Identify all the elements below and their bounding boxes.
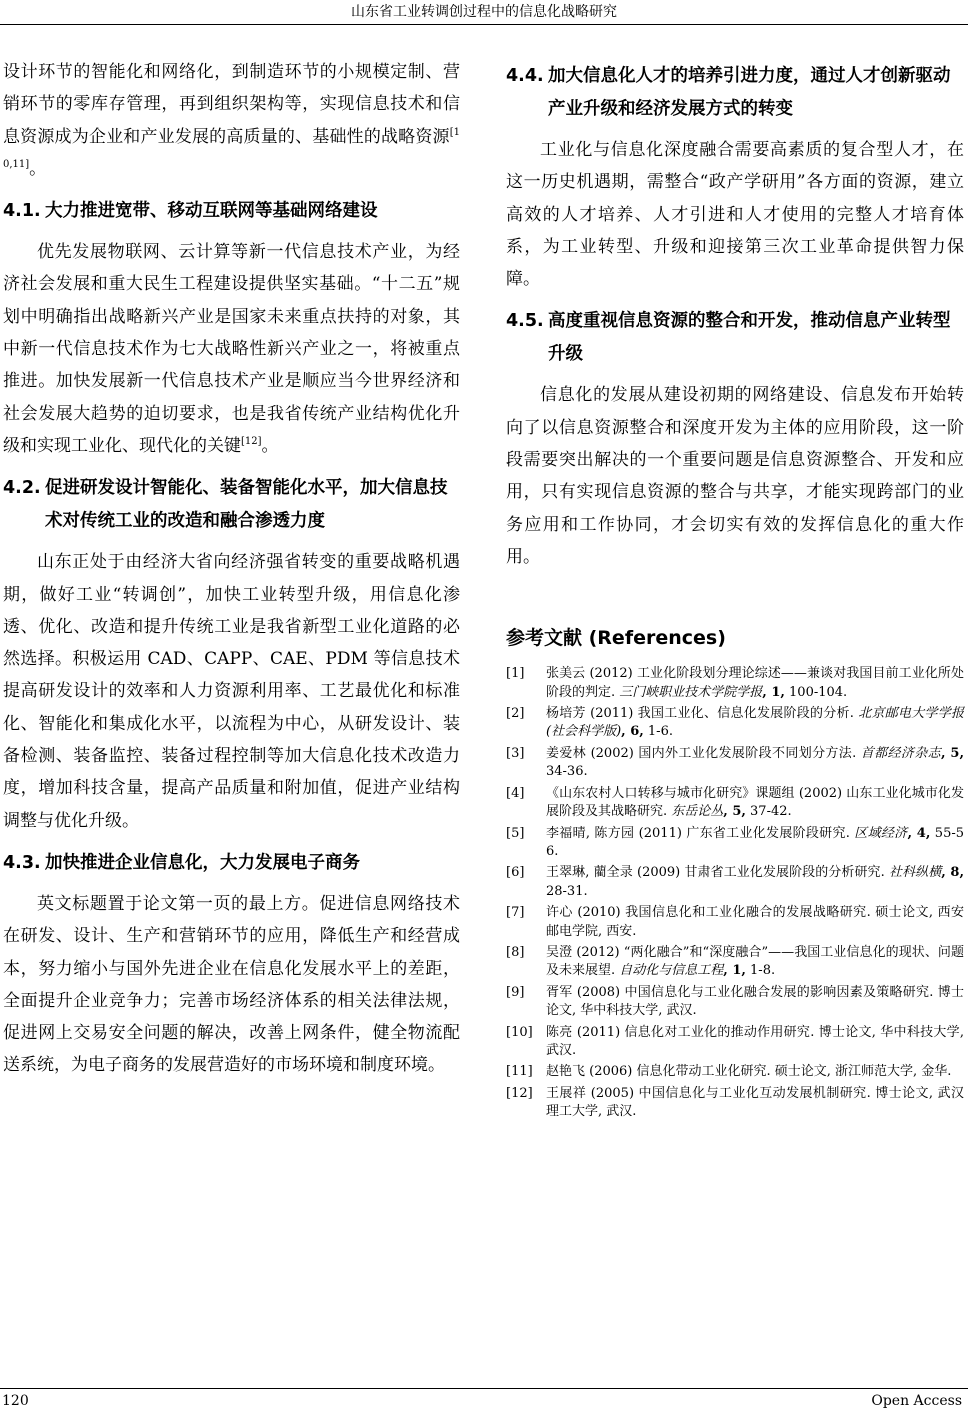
paragraph-text: 优先发展物联网、云计算等新一代信息技术产业，为经济社会发展和重大民生工程建设提供坚实基础。“十二五”规划中明确指出战略新兴产业是国家未来重点扶持的对象，其中新一代信息技术作为七大战略性新兴产业之一，将被重点推进。加快发展新一代信息技术产业是顺应当今世界经济和社会发展大趋势的迫切要求，也是我省传统产业结构优化升级和实现工业化、现代化的关键 bbox=[3, 242, 460, 456]
section-heading-4-4 bbox=[506, 60, 964, 126]
reference-text: 赵艳飞 (2006) 信息化带动工业化研究. 硕士论文, 浙江师范大学, 金华. bbox=[546, 1064, 952, 1080]
reference-number: [3] bbox=[506, 745, 525, 761]
section-title: 促进研发设计智能化、装备智能化水平，加大信息技术对传统工业的改造和融合渗透力度 bbox=[45, 478, 448, 532]
paragraph-4-5: 信息化的发展从建设初期的网络建设、信息发布开始转向了以信息资源整合和深度开发为主体的应用阶段，这一阶段需要突出解决的一个重要问题是信息资源整合、开发和应用，只有实现信息资源的整合与共享，才能实现跨部门的业务应用和工作协同，才会切实有效的发挥信息化的重大作用。 bbox=[506, 385, 964, 567]
reference-item bbox=[506, 705, 964, 742]
reference-item bbox=[506, 864, 964, 901]
reference-text: 许心 (2010) 我国信息化和工业化融合的发展战略研究. 硕士论文, 西安邮电学院, 西安. bbox=[546, 905, 964, 939]
page-number: 120 bbox=[2, 1393, 29, 1409]
section-title: 高度重视信息资源的整合和开发，推动信息产业转型升级 bbox=[548, 311, 951, 365]
reference-text: 《山东农村人口转移与城市化研究》课题组 (2002) 山东工业化城市化发展阶段及其战略研究. 东岳论丛, 5, 37-42. bbox=[546, 785, 964, 820]
section-heading-4-5 bbox=[506, 305, 964, 371]
section-title: 加快推进企业信息化，大力发展电子商务 bbox=[45, 852, 360, 873]
section-number: 4.4. bbox=[506, 66, 544, 86]
right-column bbox=[506, 56, 964, 1125]
section-title: 加大信息化人才的培养引进力度，通过人才创新驱动产业升级和经济发展方式的转变 bbox=[548, 66, 951, 119]
citation-10-11: [10,11] bbox=[3, 126, 460, 170]
paragraph-intro-continued bbox=[3, 56, 460, 185]
reference-number: [2] bbox=[506, 706, 525, 722]
reference-text: 王翠琳, 藺全录 (2009) 甘肃省工业化发展阶段的分析研究. 社科纵横, 8, 28-31. bbox=[546, 865, 964, 899]
section-heading-4-3 bbox=[3, 847, 460, 880]
reference-text: 胥军 (2008) 中国信息化与工业化融合发展的影响因素及策略研究. 博士论文, 华中科技大学, 武汉. bbox=[546, 984, 964, 1019]
reference-number: [8] bbox=[506, 944, 525, 960]
reference-text: 王展祥 (2005) 中国信息化与工业化互动发展机制研究. 博士论文, 武汉理工大学, 武汉. bbox=[546, 1085, 964, 1120]
paragraph-4-3: 英文标题置于论文第一页的最上方。促进信息网络技术在研发、设计、生产和营销环节的应用，降低生产和经营成本，努力缩小与国外先进企业在信息化发展水平上的差距，全面提升企业竞争力；完善市场经济体系的相关法律法规，促进网上交易安全问题的解决，改善上网条件，健全物流配送系统，为电子商务的发展营造好的市场环境和制度环境。 bbox=[3, 893, 460, 1076]
journal-name: Open Access bbox=[871, 1393, 962, 1409]
reference-item bbox=[506, 1085, 964, 1122]
running-title: 山东省工业转调创过程中的信息化战略研究 bbox=[351, 4, 617, 20]
reference-number: [5] bbox=[506, 825, 525, 841]
reference-text: 吴澄 (2012) “两化融合”和“深度融合”——我国工业信息化的现状、问题及未来展望. 自动化与信息工程, 1, 1-8. bbox=[546, 944, 964, 979]
paragraph-text: 设计环节的智能化和网络化，到制造环节的小规模定制、营销环节的零库存管理，再到组织架构等，实现信息技术和信息资源成为企业和产业发展的高质量的、基础性的战略资源 bbox=[3, 62, 460, 147]
reference-number: [4] bbox=[506, 785, 525, 801]
section-number: 4.2. bbox=[3, 478, 41, 499]
paragraph-4-2: 山东正处于由经济大省向经济强省转变的重要战略机遇期，做好工业“转调创”，加快工业转型升级，用信息化渗透、优化、改造和提升传统工业是我省新型工业化道路的必然选择。积极运用 CAD、CAPP、CAE、PDM 等信息技术提高研发设计的效率和人力资源利用率、工艺最优化和标准化、智能化和集成化水平，以流程为中心，从研发设计、装备检测、装备监控、装备过程控制等加大信息化技术改造力度，增加科技含量，提高产品质量和附加值，促进产业结构调整与优化升级。 bbox=[3, 552, 460, 831]
section-number: 4.5. bbox=[506, 311, 544, 332]
reference-item bbox=[506, 1063, 964, 1081]
reference-item bbox=[506, 665, 964, 702]
section-title: 大力推进宽带、移动互联网等基础网络建设 bbox=[45, 201, 378, 222]
reference-number: [11] bbox=[506, 1064, 533, 1080]
reference-list bbox=[506, 665, 964, 1121]
reference-item bbox=[506, 1024, 964, 1061]
reference-item bbox=[506, 904, 964, 941]
reference-item bbox=[506, 785, 964, 822]
reference-item bbox=[506, 825, 964, 862]
section-number: 4.1. bbox=[3, 201, 41, 222]
reference-text: 陈亮 (2011) 信息化对工业化的推动作用研究. 博士论文, 华中科技大学, 武汉. bbox=[546, 1024, 964, 1058]
paragraph-end: 。 bbox=[29, 158, 47, 179]
reference-number: [9] bbox=[506, 984, 525, 1000]
paragraph-4-4: 工业化与信息化深度融合需要高素质的复合型人才，在这一历史机遇期，需整合“政产学研用”各方面的资源，建立高效的人才培养、人才引进和人才使用的完整人才培育体系，为工业转型、升级和迎接第三次工业革命提供智力保障。 bbox=[506, 140, 964, 290]
reference-number: [12] bbox=[506, 1085, 533, 1101]
paragraph-end: 。 bbox=[261, 435, 279, 456]
reference-number: [1] bbox=[506, 666, 525, 682]
paragraph-4-1 bbox=[3, 236, 460, 462]
reference-number: [10] bbox=[506, 1024, 533, 1040]
reference-text: 张美云 (2012) 工业化阶段划分理论综述——兼谈对我国目前工业化所处阶段的判定. 三门峡职业技术学院学报, 1, 100-104. bbox=[546, 666, 964, 700]
references-heading: 参考文献 (References) bbox=[506, 627, 726, 650]
section-heading-4-2 bbox=[3, 472, 460, 538]
section-number: 4.3. bbox=[3, 852, 41, 873]
left-column bbox=[3, 56, 460, 1082]
footer-rule bbox=[0, 1388, 968, 1389]
reference-number: [7] bbox=[506, 905, 525, 921]
reference-item bbox=[506, 745, 964, 782]
reference-text: 李福晴, 陈方园 (2011) 广东省工业化发展阶段研究. 区域经济, 4, 55-56. bbox=[546, 825, 964, 859]
citation-12: [12] bbox=[241, 435, 262, 447]
section-heading-4-1 bbox=[3, 195, 460, 228]
reference-item bbox=[506, 984, 964, 1021]
reference-text: 姜爱林 (2002) 国内外工业化发展阶段不同划分方法. 首都经济杂志, 5, 34-36. bbox=[546, 745, 964, 780]
reference-number: [6] bbox=[506, 865, 525, 881]
reference-text: 杨培芳 (2011) 我国工业化、信息化发展阶段的分析. 北京邮电大学学报(社会科学版), 6, 1-6. bbox=[546, 706, 964, 740]
reference-item bbox=[506, 944, 964, 981]
header-rule bbox=[0, 24, 968, 25]
